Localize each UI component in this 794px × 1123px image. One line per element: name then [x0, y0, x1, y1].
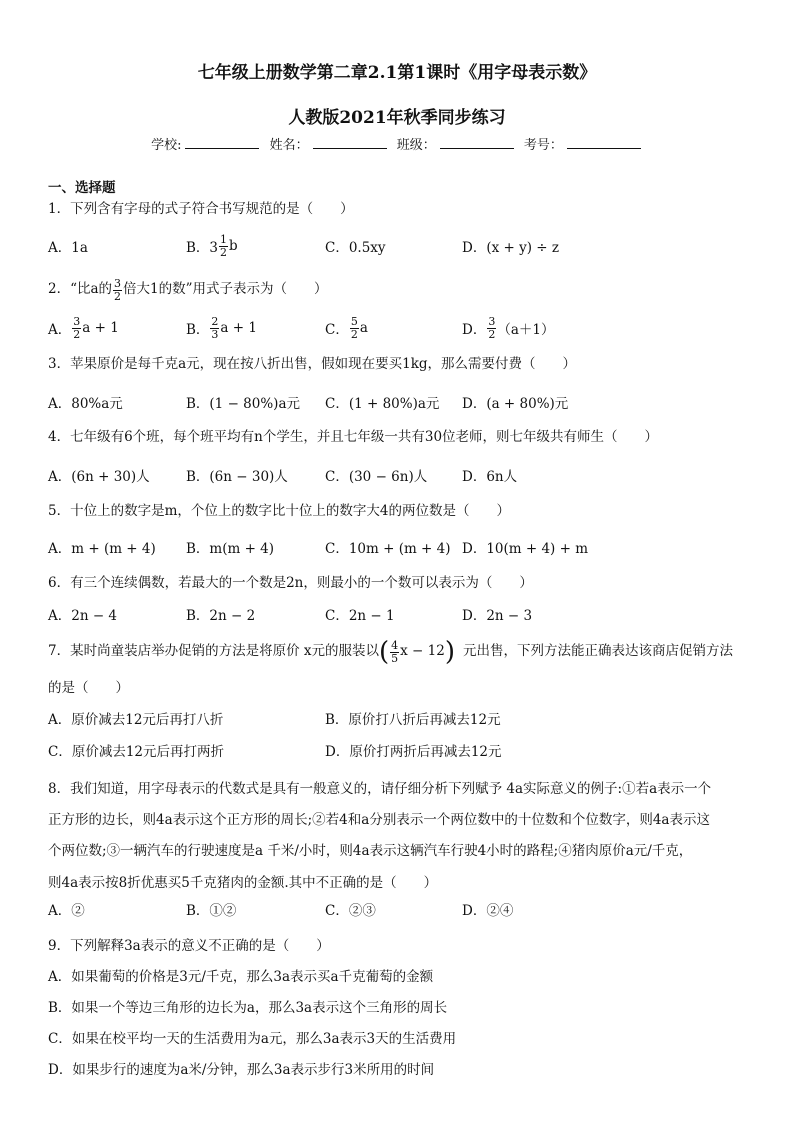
q2-d-prefix: D．	[462, 322, 487, 338]
q1-option-d[interactable]: D．(x + y) ÷ z	[462, 240, 559, 256]
exam-number-blank[interactable]	[567, 136, 641, 149]
question-7-options-row1	[48, 706, 748, 730]
q8-option-a[interactable]: A．②	[48, 903, 85, 919]
q7-fraction	[390, 640, 399, 664]
q2-c-num: 5	[350, 314, 358, 328]
q6-option-b[interactable]: B．2n − 2	[186, 608, 256, 624]
q2-stem-fraction	[113, 278, 122, 302]
q7-left-paren: (	[379, 637, 390, 667]
q2-a-suffix: a + 1	[82, 320, 119, 336]
q1-b-fraction	[219, 234, 228, 258]
q2-d-fraction	[487, 316, 496, 340]
q2-c-prefix: C．	[325, 322, 349, 338]
q2-d-num: 3	[488, 314, 496, 328]
q9-option-b[interactable]: B．如果一个等边三角形的边长为a，那么3a表示这个三角形的周长	[48, 1000, 448, 1016]
question-7-options-row2	[48, 738, 748, 762]
q3-option-b[interactable]: B．(1 − 80%)a元	[186, 396, 300, 412]
name-blank[interactable]	[313, 136, 387, 149]
q9-option-d[interactable]: D．如果步行的速度为a米/分钟，那么3a表示步行3米所用的时间	[48, 1062, 435, 1078]
q2-b-prefix: B．	[186, 322, 210, 338]
question-8-options	[48, 897, 748, 921]
doc-title-line2: 人教版2021年秋季同步练习	[288, 108, 506, 128]
q2-b-den: 3	[211, 327, 219, 341]
question-5-options	[48, 535, 748, 559]
q2-option-c[interactable]	[325, 316, 368, 340]
q7-frac-num: 4	[391, 638, 399, 652]
q2-stem-num: 3	[114, 277, 122, 290]
q7-option-a[interactable]: A．原价减去12元后再打八折	[48, 712, 224, 728]
question-4-options	[48, 463, 748, 487]
q7-option-b[interactable]: B．原价打八折后再减去12元	[325, 712, 501, 728]
section-title: 一、选择题	[48, 180, 116, 196]
question-7-stem	[48, 637, 733, 667]
question-8-line2: 正方形的边长，则4a表示这个正方形的周长;②若4和a分别表示一个两位数中的十位数和个位数字，则4a表示这	[48, 812, 710, 828]
exam-number-label: 考号：	[523, 138, 563, 153]
question-1-stem: 1．下列含有字母的式子符合书写规范的是（ ）	[48, 201, 354, 217]
q2-c-den: 2	[350, 327, 358, 341]
q7-stem-post: 元出售，下列方法能正确表达该商店促销方法	[463, 643, 733, 660]
q8-option-b[interactable]: B．①②	[186, 903, 237, 919]
q2-a-num: 3	[73, 314, 81, 328]
question-1-options	[48, 234, 748, 258]
q2-c-fraction	[350, 316, 359, 340]
q5-option-a[interactable]: A．m + (m + 4)	[48, 541, 156, 557]
school-blank[interactable]	[185, 136, 259, 149]
question-4-stem: 4．七年级有6个班，每个班平均有n个学生，并且七年级一共有30位老师，则七年级共有师生（ ）	[48, 429, 659, 445]
question-3-options	[48, 390, 748, 414]
q1-b-num: 1	[220, 232, 228, 246]
q9-option-c[interactable]: C．如果在校平均一天的生活费用为a元，那么3a表示3天的生活费用	[48, 1031, 457, 1047]
q3-option-a[interactable]: A．80%a元	[48, 396, 123, 412]
name-label: 姓名：	[269, 138, 309, 153]
q7-option-c[interactable]: C．原价减去12元后再打两折	[48, 744, 225, 760]
question-8-line3: 个两位数;③一辆汽车的行驶速度是a 千米/小时，则4a表示这辆汽车行驶4小时的路程;④猪肉原价a元/千克，	[48, 843, 693, 859]
q1-option-c[interactable]: C．0.5xy	[325, 240, 386, 256]
q4-option-c[interactable]: C．(30 − 6n)人	[325, 469, 428, 485]
q7-frac-post: x − 12	[400, 643, 445, 660]
q6-option-a[interactable]: A．2n − 4	[48, 608, 118, 624]
question-9-stem: 9．下列解释3a表示的意义不正确的是（ ）	[48, 938, 330, 954]
q2-stem-pre: 2．“比a的	[48, 281, 113, 298]
q1-option-b[interactable]	[186, 234, 238, 258]
question-6-stem: 6．有三个连续偶数，若最大的一个数是2n，则最小的一个数可以表示为（ ）	[48, 575, 533, 591]
question-8-line4: 则4a表示按8折优惠买5千克猪肉的金额.其中不正确的是（ ）	[48, 875, 438, 891]
class-label: 班级：	[396, 138, 436, 153]
q4-option-a[interactable]: A．(6n + 30)人	[48, 469, 150, 485]
q2-a-den: 2	[73, 327, 81, 341]
class-blank[interactable]	[440, 136, 514, 149]
question-7-stem-line2: 的是（ ）	[48, 680, 129, 696]
q7-option-d[interactable]: D．原价打两折后再减去12元	[325, 744, 502, 760]
q2-a-fraction	[72, 316, 81, 340]
q5-option-c[interactable]: C．10m + (m + 4)	[325, 541, 451, 557]
q4-option-b[interactable]: B．(6n − 30)人	[186, 469, 288, 485]
q3-option-d[interactable]: D．(a + 80%)元	[462, 396, 569, 412]
q2-a-prefix: A．	[48, 322, 72, 338]
question-8-line1: 8．我们知道，用字母表示的代数式是具有一般意义的，请仔细分析下列赋予 4a实际意义的例子:①若a表示一个	[48, 781, 712, 797]
q2-option-d[interactable]	[462, 316, 554, 340]
q2-option-b[interactable]	[186, 316, 257, 340]
q1-b-den: 2	[220, 245, 228, 259]
q1-b-prefix: B．3	[186, 240, 219, 256]
question-3-stem: 3．苹果原价是每千克a元，现在按八折出售，假如现在要买1kg，那么需要付费（ ）	[48, 356, 577, 372]
q2-c-suffix: a	[359, 320, 368, 336]
question-5-stem: 5．十位上的数字是m，个位上的数字比十位上的数字大4的两位数是（ ）	[48, 503, 510, 519]
q3-option-c[interactable]: C．(1 + 80%)a元	[325, 396, 440, 412]
q1-option-a[interactable]: A．1a	[48, 240, 88, 256]
q9-option-a[interactable]: A．如果葡萄的价格是3元/千克，那么3a表示买a千克葡萄的金额	[48, 969, 434, 985]
q5-option-d[interactable]: D．10(m + 4) + m	[462, 541, 589, 557]
q8-option-d[interactable]: D．②④	[462, 903, 514, 919]
q2-stem-den: 2	[114, 289, 122, 303]
q6-option-d[interactable]: D．2n − 3	[462, 608, 533, 624]
q2-d-suffix: （a＋1）	[497, 322, 555, 338]
q7-right-paren: )	[444, 637, 455, 667]
q2-b-num: 2	[211, 314, 219, 328]
q2-d-den: 2	[488, 327, 496, 341]
q8-option-c[interactable]: C．②③	[325, 903, 376, 919]
q1-b-suffix: b	[229, 238, 238, 254]
q6-option-c[interactable]: C．2n − 1	[325, 608, 395, 624]
student-info-row	[0, 134, 794, 153]
q7-frac-den: 5	[391, 651, 399, 665]
q2-stem-post: 倍大1的数”用式子表示为（ ）	[123, 281, 328, 298]
doc-title-line1: 七年级上册数学第二章2.1第1课时《用字母表示数》	[197, 63, 597, 83]
q4-option-d[interactable]: D．6n人	[462, 469, 518, 485]
question-6-options	[48, 602, 748, 626]
question-2-options	[48, 316, 748, 340]
q2-b-fraction	[210, 316, 219, 340]
q2-b-suffix: a + 1	[220, 320, 257, 336]
q7-stem-pre: 7．某时尚童装店举办促销的方法是将原价 x元的服装以	[48, 643, 379, 660]
q2-option-a[interactable]	[48, 316, 119, 340]
q5-option-b[interactable]: B．m(m + 4)	[186, 541, 275, 557]
school-label: 学校:	[151, 138, 182, 153]
question-2-stem	[48, 278, 328, 302]
